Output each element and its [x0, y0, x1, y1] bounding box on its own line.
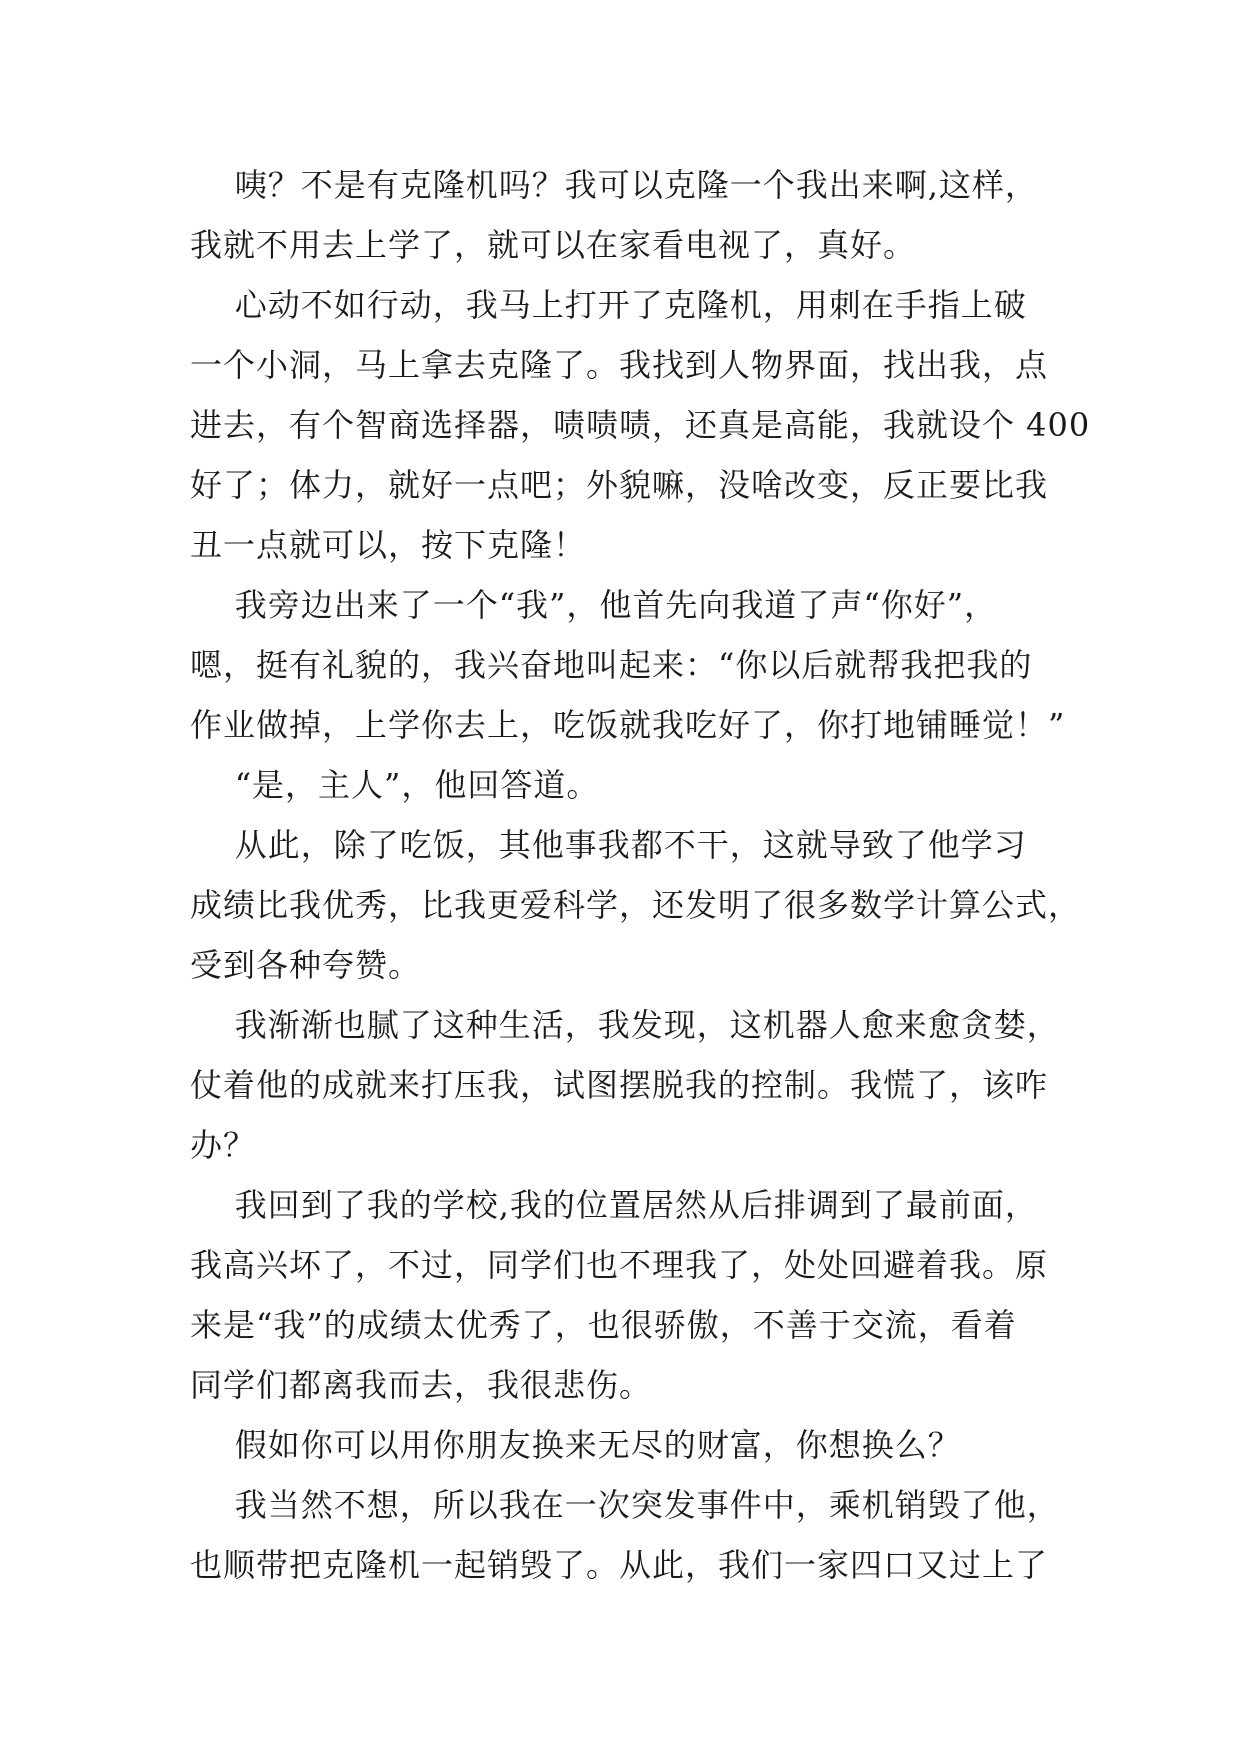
body-text: [190, 155, 1091, 1595]
text-line: 好了；体力，就好一点吧；外貌嘛，没啥改变，反正要比我: [190, 466, 1049, 504]
text-line: 一个小洞，马上拿去克隆了。我找到人物界面，找出我，点: [190, 346, 1049, 384]
text-line: 来是“我”的成绩太优秀了，也很骄傲，不善于交流，看着: [190, 1306, 1017, 1344]
text-line: “是，主人”，他回答道。: [190, 766, 600, 804]
text-line: 我回到了我的学校,我的位置居然从后排调到了最前面，: [190, 1186, 1038, 1224]
text-line: 丑一点就可以，按下克隆！: [190, 526, 587, 564]
text-line: 同学们都离我而去，我很悲伤。: [190, 1366, 653, 1404]
text-line: 嗯，挺有礼貌的，我兴奋地叫起来：“你以后就帮我把我的: [190, 646, 1033, 684]
text-line: 我当然不想，所以我在一次突发事件中，乘机销毁了他，: [190, 1486, 1060, 1524]
text-line: 成绩比我优秀，比我更爱科学，还发明了很多数学计算公式，: [190, 886, 1082, 924]
text-line: 仗着他的成就来打压我，试图摆脱我的控制。我慌了，该咋: [190, 1066, 1049, 1104]
text-line: 我旁边出来了一个“我”，他首先向我道了声“你好”，: [190, 586, 998, 624]
text-line: 办？: [190, 1126, 257, 1164]
text-line: 假如你可以用你朋友换来无尽的财富，你想换么？: [190, 1426, 961, 1464]
text-line: 我高兴坏了，不过，同学们也不理我了，处处回避着我。原: [190, 1246, 1049, 1284]
text-line: 受到各种夸赞。: [190, 946, 422, 984]
text-line: 心动不如行动，我马上打开了克隆机，用刺在手指上破: [190, 286, 1027, 324]
text-line: 咦？不是有克隆机吗？我可以克隆一个我出来啊,这样，: [190, 166, 1038, 204]
text-line: 从此，除了吃饭，其他事我都不干，这就导致了他学习: [190, 826, 1027, 864]
text-line: 我就不用去上学了，就可以在家看电视了，真好。: [190, 226, 917, 264]
text-line: 进去，有个智商选择器，啧啧啧，还真是高能，我就设个 400: [190, 406, 1091, 444]
text-line: 我渐渐也腻了这种生活，我发现，这机器人愈来愈贪婪，: [190, 1006, 1060, 1044]
text-line: 也顺带把克隆机一起销毁了。从此，我们一家四口又过上了: [190, 1546, 1049, 1584]
text-line: 作业做掉，上学你去上，吃饭就我吃好了，你打地铺睡觉！”: [190, 706, 1066, 744]
